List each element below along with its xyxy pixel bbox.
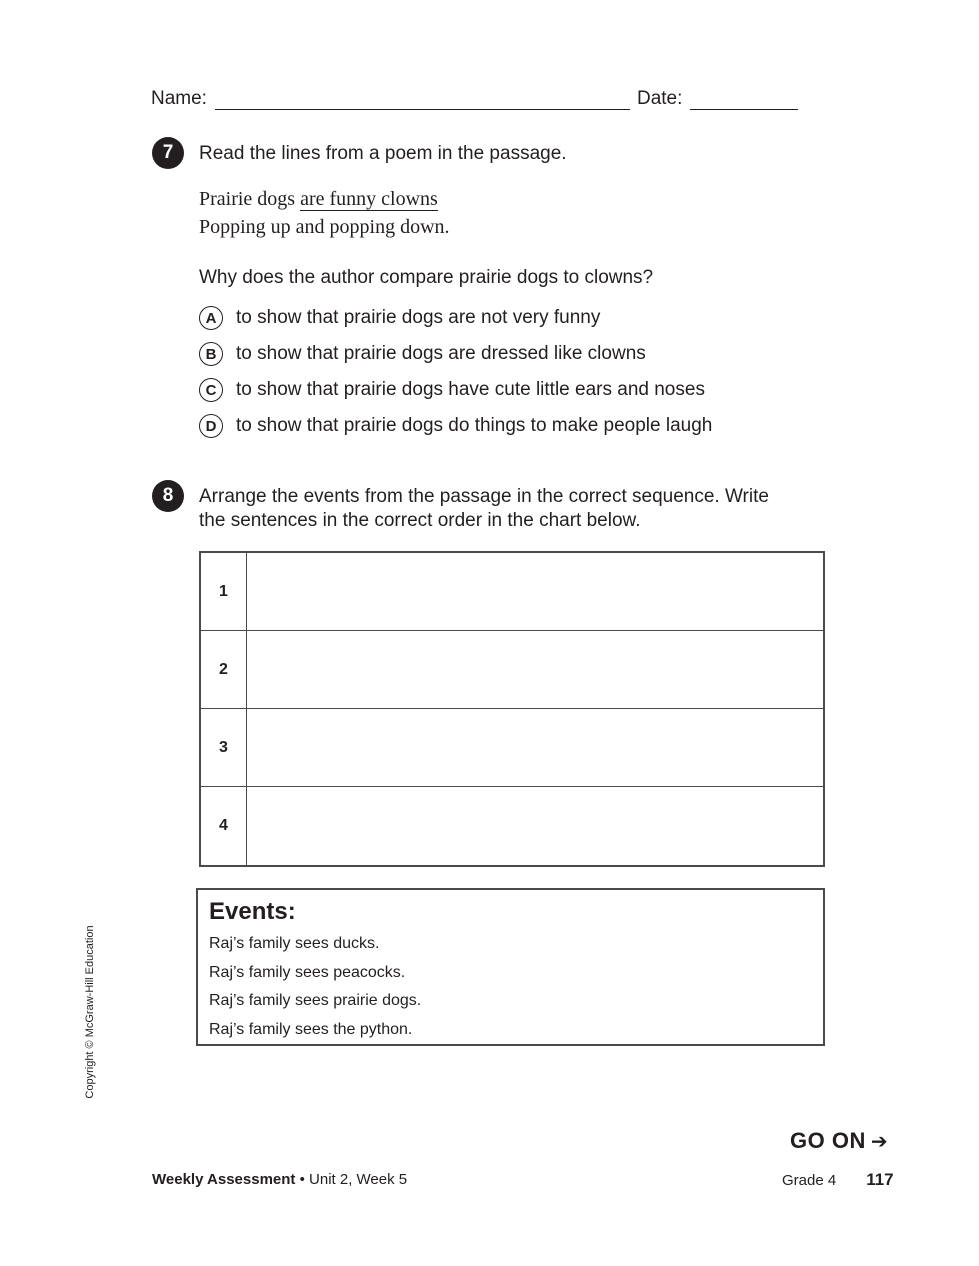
event-item: Raj’s family sees ducks. <box>209 935 380 952</box>
page-number: 117 <box>866 1170 894 1189</box>
sequence-answer-cell[interactable] <box>247 553 823 630</box>
sequence-row <box>201 553 823 631</box>
choice-a[interactable] <box>199 306 600 330</box>
date-label: Date: <box>636 88 683 109</box>
date-field[interactable] <box>690 89 798 110</box>
footer-page-info <box>782 1170 894 1190</box>
footer-unit: Unit 2, Week 5 <box>309 1171 408 1188</box>
question-8-prompt-line-1: Arrange the events from the passage in the correct sequence. Write <box>199 486 769 507</box>
events-box <box>196 888 825 1046</box>
sequence-chart <box>199 551 825 867</box>
copyright-notice: Copyright © McGraw-Hill Education <box>84 925 96 1099</box>
sequence-row-number: 4 <box>201 787 247 865</box>
choice-b-text: to show that prairie dogs are dressed like clowns <box>236 343 646 364</box>
go-on-indicator <box>790 1128 888 1154</box>
sequence-row <box>201 631 823 709</box>
question-7-number: 7 <box>152 137 184 169</box>
sequence-row-number: 3 <box>201 709 247 786</box>
poem-underlined-phrase: are funny clowns <box>300 188 438 210</box>
poem-line-1 <box>199 185 450 213</box>
question-7-prompt: Read the lines from a poem in the passage. <box>199 143 567 164</box>
choice-c-text: to show that prairie dogs have cute little ears and noses <box>236 379 705 400</box>
choice-d[interactable] <box>199 414 712 438</box>
choice-c[interactable] <box>199 378 705 402</box>
event-item: Raj’s family sees prairie dogs. <box>209 992 422 1009</box>
footer-assessment-info <box>152 1171 407 1188</box>
footer-grade: Grade 4 <box>782 1172 837 1189</box>
sequence-row-number: 1 <box>201 553 247 630</box>
poem-line-1-prefix: Prairie dogs <box>199 188 301 210</box>
go-on-label: GO ON <box>790 1128 866 1153</box>
name-label: Name: <box>151 88 207 109</box>
footer-separator: • <box>295 1171 310 1188</box>
poem-line-2: Popping up and popping down. <box>199 216 450 238</box>
poem-excerpt <box>199 185 450 241</box>
sequence-answer-cell[interactable] <box>247 631 823 708</box>
choice-b[interactable] <box>199 342 646 366</box>
event-item: Raj’s family sees peacocks. <box>209 963 406 981</box>
sequence-row <box>201 787 823 865</box>
choice-b-bubble[interactable]: B <box>199 342 223 366</box>
question-8-prompt-line-2: the sentences in the correct order in the chart below. <box>199 510 641 531</box>
choice-a-text: to show that prairie dogs are not very funny <box>236 307 601 328</box>
event-item: Raj’s family sees the python. <box>209 1020 413 1038</box>
question-8-prompt <box>199 485 769 533</box>
sequence-answer-cell[interactable] <box>247 787 823 865</box>
choice-a-bubble[interactable]: A <box>199 306 223 330</box>
name-field[interactable] <box>215 89 630 110</box>
sequence-row-number: 2 <box>201 631 247 708</box>
question-8-number: 8 <box>152 480 184 512</box>
choice-c-bubble[interactable]: C <box>199 378 223 402</box>
student-header <box>151 88 798 110</box>
choice-d-bubble[interactable]: D <box>199 414 223 438</box>
footer-assessment-title: Weekly Assessment <box>152 1171 296 1188</box>
question-7-text: Why does the author compare prairie dogs to clowns? <box>199 267 654 288</box>
events-title: Events: <box>209 898 296 925</box>
choice-d-text: to show that prairie dogs do things to make people laugh <box>236 415 713 436</box>
sequence-row <box>201 709 823 787</box>
arrow-right-icon: ➔ <box>870 1130 889 1153</box>
sequence-answer-cell[interactable] <box>247 709 823 786</box>
